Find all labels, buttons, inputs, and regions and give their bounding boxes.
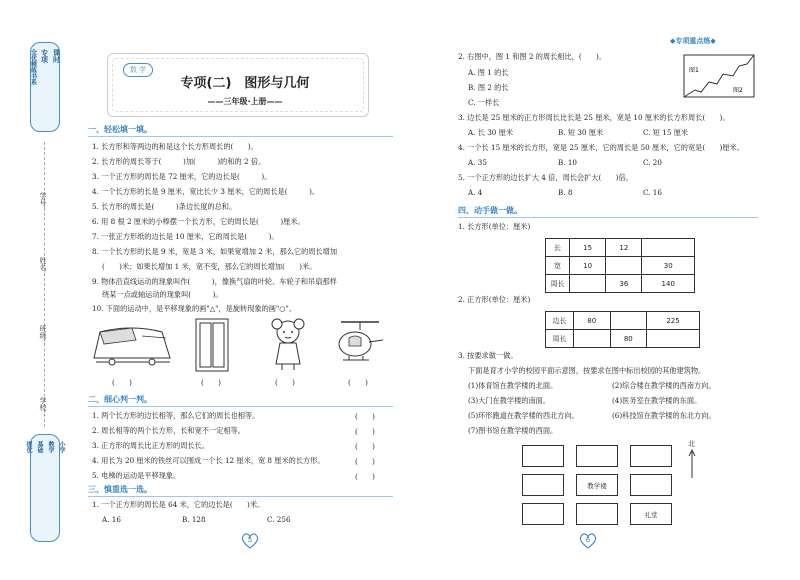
field-class: 班级： xyxy=(39,325,47,346)
map-auditorium: 礼堂 xyxy=(630,503,672,525)
table-cell: 周长 xyxy=(546,275,570,293)
section-title: 二、细心判一判。 xyxy=(88,395,152,404)
requirement: (3)大门在教学楼的南面。 xyxy=(468,396,551,405)
strip-top-label xyxy=(30,42,60,132)
question: 2. 右图中，图 1 和图 2 的周长相比，( )。 xyxy=(458,52,607,61)
answer-paren: ( ) xyxy=(348,378,368,387)
question-intro: 下面是育才小学的校园平面示意图，按要求在图中标出校园的其他建筑物。 xyxy=(468,366,706,375)
requirement: (1)体育馆在教学楼的北面。 xyxy=(468,381,558,390)
question: 1. 长方形(单位：厘米) xyxy=(458,222,531,231)
section-title: 三、慎重选一选。 xyxy=(88,485,152,494)
map-slot-w[interactable] xyxy=(522,474,564,496)
strip-bottom-line: 数学 xyxy=(47,441,54,453)
question-cont: ( )米；如果长增加 1 米，宽不变，那么它的周长增加( )米。 xyxy=(102,262,317,271)
margin-strip xyxy=(25,42,65,542)
question: 1. 一个正方形的周长是 64 米，它的边长是( )米。 xyxy=(92,500,265,509)
option: A. 35 xyxy=(468,158,487,167)
table-cell[interactable]: 140 xyxy=(642,275,695,293)
answer-paren: ( ) xyxy=(201,378,221,387)
table-cell[interactable] xyxy=(574,330,611,348)
question: 4. 一个长 15 厘米的长方形，宽是 25 厘米，它的周长是 50 厘米，它的宽是( )厘米。 xyxy=(458,143,744,152)
judge-item: 4. 用长为 20 厘米的铁丝可以围成一个长 12 厘米，宽 8 厘米的长方形。 xyxy=(92,456,325,465)
table-cell[interactable]: 36 xyxy=(606,275,642,293)
section-divider xyxy=(458,217,758,218)
option: C. 一样长 xyxy=(468,98,500,107)
option: B. 图 2 的长 xyxy=(468,83,509,92)
map-slot-sw[interactable] xyxy=(522,503,564,525)
option: C. 短 15 厘米 xyxy=(643,128,689,137)
question: 4. 一个长方形的长是 9 厘米，宽比长少 3 厘米，它的周长是( )。 xyxy=(92,187,320,196)
judge-item: 1. 两个长方形的边长相等，那么它们的周长也相等。 xyxy=(92,411,260,420)
option: C. 20 xyxy=(643,158,662,167)
table-cell[interactable]: 30 xyxy=(642,257,695,275)
question: 2. 正方形(单位：厘米) xyxy=(458,295,531,304)
question: 9. 物体沿直线运动的现象叫作( )，像换气扇的叶轮、车轮子和吊扇那样 xyxy=(92,277,337,286)
option: A. 16 xyxy=(102,515,121,524)
requirement: (6)科技馆在教学楼的东北方向。 xyxy=(612,411,716,420)
question: 1. 长方形和等两边的和是这个长方形周长的( )。 xyxy=(92,142,258,151)
rectangle-table xyxy=(545,238,695,293)
question: 2. 长方形的周长等于( )加( )的和的 2 倍。 xyxy=(92,157,266,166)
question: 3. 一个正方形的周长是 72 厘米，它的边长是( )。 xyxy=(92,172,272,181)
section-title: 一、轻松填一填。 xyxy=(88,125,152,134)
table-cell[interactable]: 12 xyxy=(606,239,642,257)
option: A. 图 1 的长 xyxy=(468,68,509,77)
table-cell[interactable]: 80 xyxy=(610,330,647,348)
map-slot-n[interactable] xyxy=(576,445,618,467)
table-cell: 长 xyxy=(546,239,570,257)
strip-bottom-line: 小学 xyxy=(58,441,65,453)
strip-top-line: 全优精练书系 xyxy=(29,49,37,85)
figure-label: 图1 xyxy=(689,67,699,74)
requirement: (4)医务室在教学楼的东面。 xyxy=(612,396,702,405)
table-cell: 边长 xyxy=(546,312,574,330)
answer-paren: ( ) xyxy=(355,427,375,436)
table-cell[interactable] xyxy=(606,257,642,275)
subject-badge: 数 学 xyxy=(123,63,153,77)
question: 5. 一个正方形的边长扩大 4 倍，周长会扩大( )倍。 xyxy=(458,173,633,182)
map-slot-nw[interactable] xyxy=(522,445,564,467)
question: 5. 长方形的周长是( )条边长度的总和。 xyxy=(92,202,237,211)
option: B. 10 xyxy=(558,158,577,167)
field-student-id: 学号： xyxy=(39,192,47,213)
option: B. 128 xyxy=(182,515,206,524)
options xyxy=(468,128,688,138)
judge-item: 3. 正方形的周长比正方形的周长长。 xyxy=(92,441,209,450)
answer-paren: ( ) xyxy=(355,442,375,451)
question-cont: 绕某一点或轴运动的现象叫( )。 xyxy=(102,290,223,299)
option: B. 8 xyxy=(558,188,573,197)
answer-paren: ( ) xyxy=(355,457,375,466)
girl-illustration xyxy=(268,316,308,372)
question: 7. 一张正方形纸的边长是 10 厘米，它的周长是( )。 xyxy=(92,232,279,241)
figure-label: 图2 xyxy=(733,87,743,94)
question: 8. 一个长方形的长是 9 米，宽是 3 米，如果宽增加 2 米，那么它的周长增加 xyxy=(92,247,338,256)
question: 6. 用 8 根 2 厘米的小棒摆一个长方形，它的周长是( )厘米。 xyxy=(92,217,305,226)
table-cell[interactable]: 15 xyxy=(570,239,606,257)
answer-paren: ( ) xyxy=(275,378,295,387)
map-teaching-building: 教学楼 xyxy=(576,474,618,496)
table-cell[interactable] xyxy=(642,239,695,257)
table-cell[interactable] xyxy=(610,312,647,330)
page-title: 专项(二) 图形与几何 xyxy=(180,76,310,91)
option: C. 256 xyxy=(267,515,291,524)
strip-bottom-label xyxy=(25,434,65,542)
option: A. 4 xyxy=(468,188,483,197)
page-subtitle: ——三年级·上册—— xyxy=(207,97,283,106)
strip-dotted-line xyxy=(44,142,45,427)
section-divider xyxy=(88,136,393,137)
table-cell[interactable] xyxy=(647,330,700,348)
option: C. 16 xyxy=(643,188,662,197)
section-divider xyxy=(88,406,393,407)
strip-top-line: 课时 xyxy=(52,49,61,63)
strip-bottom-line: 基础 xyxy=(36,441,43,453)
options xyxy=(102,515,291,524)
answer-paren: ( ) xyxy=(112,378,132,387)
requirement: (7)图书馆在教学楼的西面。 xyxy=(468,426,558,435)
judge-item: 2. 周长相等的两个长方形，长和宽不一定相等。 xyxy=(92,426,245,435)
option: A. 长 30 厘米 xyxy=(468,128,514,137)
page-number-left: 5 xyxy=(240,532,260,550)
helicopter-illustration xyxy=(335,316,385,370)
field-school: 学校： xyxy=(39,397,47,418)
question: 3. 按要求做一做。 xyxy=(458,351,518,360)
table-cell: 周长 xyxy=(546,330,574,348)
options xyxy=(468,188,662,197)
square-table xyxy=(545,311,700,348)
window-illustration xyxy=(195,318,229,372)
answer-paren: ( ) xyxy=(355,412,375,421)
question: 3. 边长是 25 厘米的正方形周长比长是 25 厘米，宽是 10 厘米的长方形周长( )。 xyxy=(458,113,730,122)
requirement: (2)综合楼在教学楼的西南方向。 xyxy=(612,381,716,390)
map-slot-ne[interactable] xyxy=(630,445,672,467)
map-slot-e[interactable] xyxy=(630,474,672,496)
map-slot-s[interactable] xyxy=(576,503,618,525)
section-title: 四、动手做一做。 xyxy=(458,206,522,215)
section-tag: ◆专项重点练◆ xyxy=(670,37,716,45)
table-cell[interactable]: 10 xyxy=(570,257,606,275)
perimeter-figure xyxy=(683,54,755,98)
section-divider xyxy=(88,496,393,497)
field-name: 姓名： xyxy=(39,257,47,278)
table-cell: 宽 xyxy=(546,257,570,275)
train-illustration xyxy=(92,318,172,370)
north-label: 北 xyxy=(688,440,695,448)
options xyxy=(468,158,662,167)
answer-paren: ( ) xyxy=(355,472,375,481)
page-number-right: 6 xyxy=(578,532,598,550)
table-cell[interactable] xyxy=(570,275,606,293)
option: B. 短 30 厘米 xyxy=(558,128,604,137)
judge-item: 5. 电梯的运动是平移现象。 xyxy=(92,471,181,480)
table-cell[interactable]: 225 xyxy=(647,312,700,330)
strip-top-line: 专项 xyxy=(40,49,49,63)
requirement: (5)环形跑道在教学楼的西北方向。 xyxy=(468,411,579,420)
strip-bottom-line: 提优 xyxy=(25,441,32,453)
table-cell[interactable]: 80 xyxy=(574,312,611,330)
question: 10. 下面的运动中，是平移现象的画"△"，是旋转现象的画"○"。 xyxy=(92,304,297,313)
